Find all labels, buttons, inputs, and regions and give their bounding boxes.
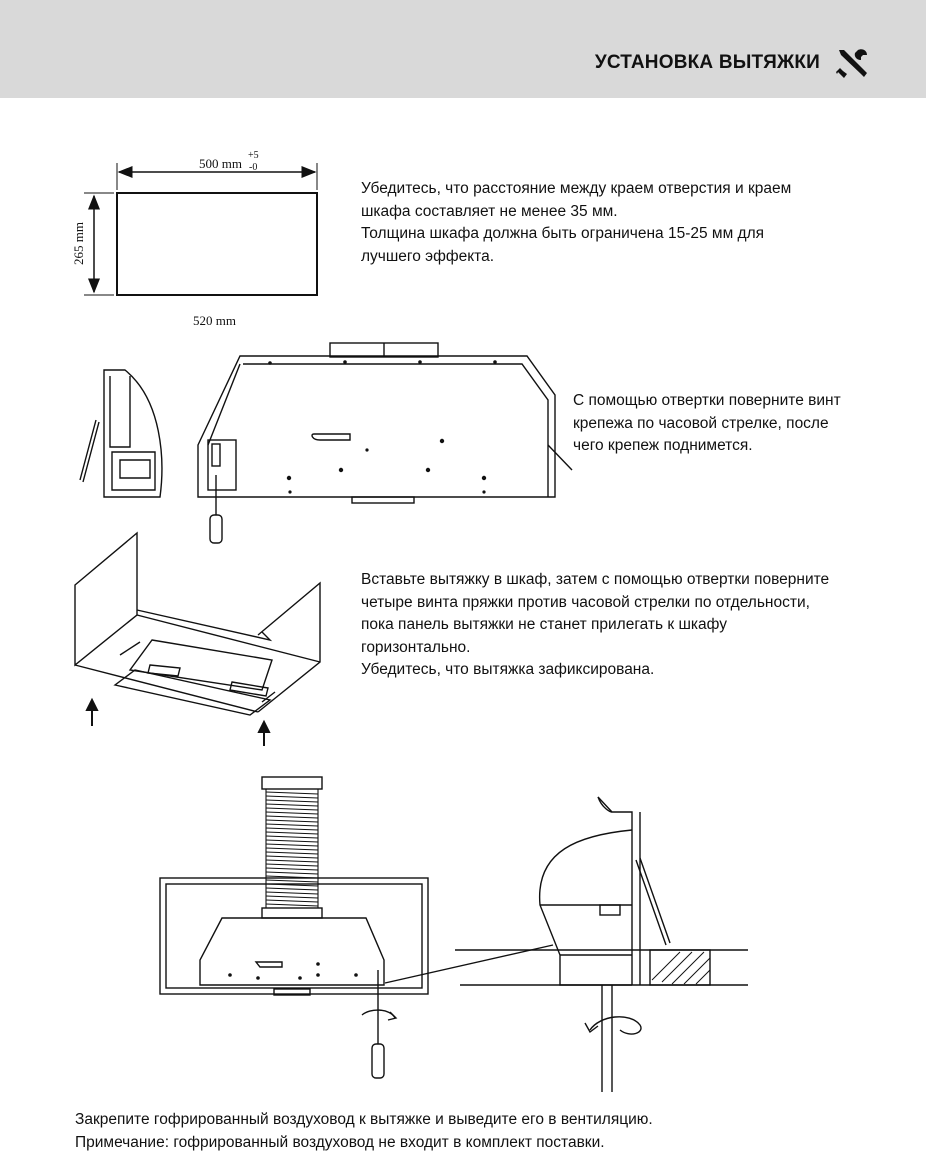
- duct-rib: [266, 888, 318, 890]
- duct-rib: [266, 896, 318, 898]
- height-label: 265 mm: [71, 222, 86, 265]
- duct-rib: [266, 860, 318, 862]
- duct-rib: [266, 816, 318, 818]
- duct-rib: [266, 832, 318, 834]
- step2-text: С помощью отвертки поверните винт крепежа по часовой стрелке, после чего крепеж поднимется.: [573, 392, 841, 454]
- duct-rib: [266, 848, 318, 850]
- duct-rib: [266, 864, 318, 866]
- depth-label: 520 mm: [193, 313, 236, 328]
- duct-rib: [266, 792, 318, 794]
- duct-rib: [266, 836, 318, 838]
- duct-rib: [266, 824, 318, 826]
- duct-rib: [266, 852, 318, 854]
- width-label: 500 mm: [199, 156, 242, 171]
- duct-rib: [266, 892, 318, 894]
- page-title: УСТАНОВКА ВЫТЯЖКИ: [594, 52, 820, 73]
- duct-rib: [266, 904, 318, 906]
- duct-rib: [266, 856, 318, 858]
- duct-rib: [266, 868, 318, 870]
- duct-rib: [266, 796, 318, 798]
- duct-rib: [266, 812, 318, 814]
- duct-rib: [266, 804, 318, 806]
- duct-rib: [266, 808, 318, 810]
- duct-rib: [266, 844, 318, 846]
- duct-rib: [266, 840, 318, 842]
- duct-rib: [266, 800, 318, 802]
- duct-rib: [266, 900, 318, 902]
- tolerance-minus: -0: [249, 162, 258, 173]
- step1-text: Убедитесь, что расстояние между краем отверстия и краем шкафа составляет не менее 35 мм. Толщина шкафа должна быть ограничена 15-25 мм для лучшего эффекта.: [361, 180, 792, 265]
- duct-rib: [266, 820, 318, 822]
- tolerance-plus: +5: [248, 150, 259, 161]
- duct-rib: [266, 872, 318, 874]
- corrugated-duct: [266, 789, 318, 908]
- duct-rib: [266, 828, 318, 830]
- step4-text: Закрепите гофрированный воздуховод к вытяжке и выведите его в вентиляцию. Примечание: гофрированный воздуховод не входит в комплект поставки.: [75, 1111, 653, 1151]
- duct-rib: [266, 880, 318, 882]
- step3-text: Вставьте вытяжку в шкаф, затем с помощью отвертки поверните четыре винта пряжки против часовой стрелки по отдельности, пока панель вытяжки не станет прилегать к шкафу горизонтально. Убедитесь, что вытяжка зафиксирована.: [361, 571, 830, 678]
